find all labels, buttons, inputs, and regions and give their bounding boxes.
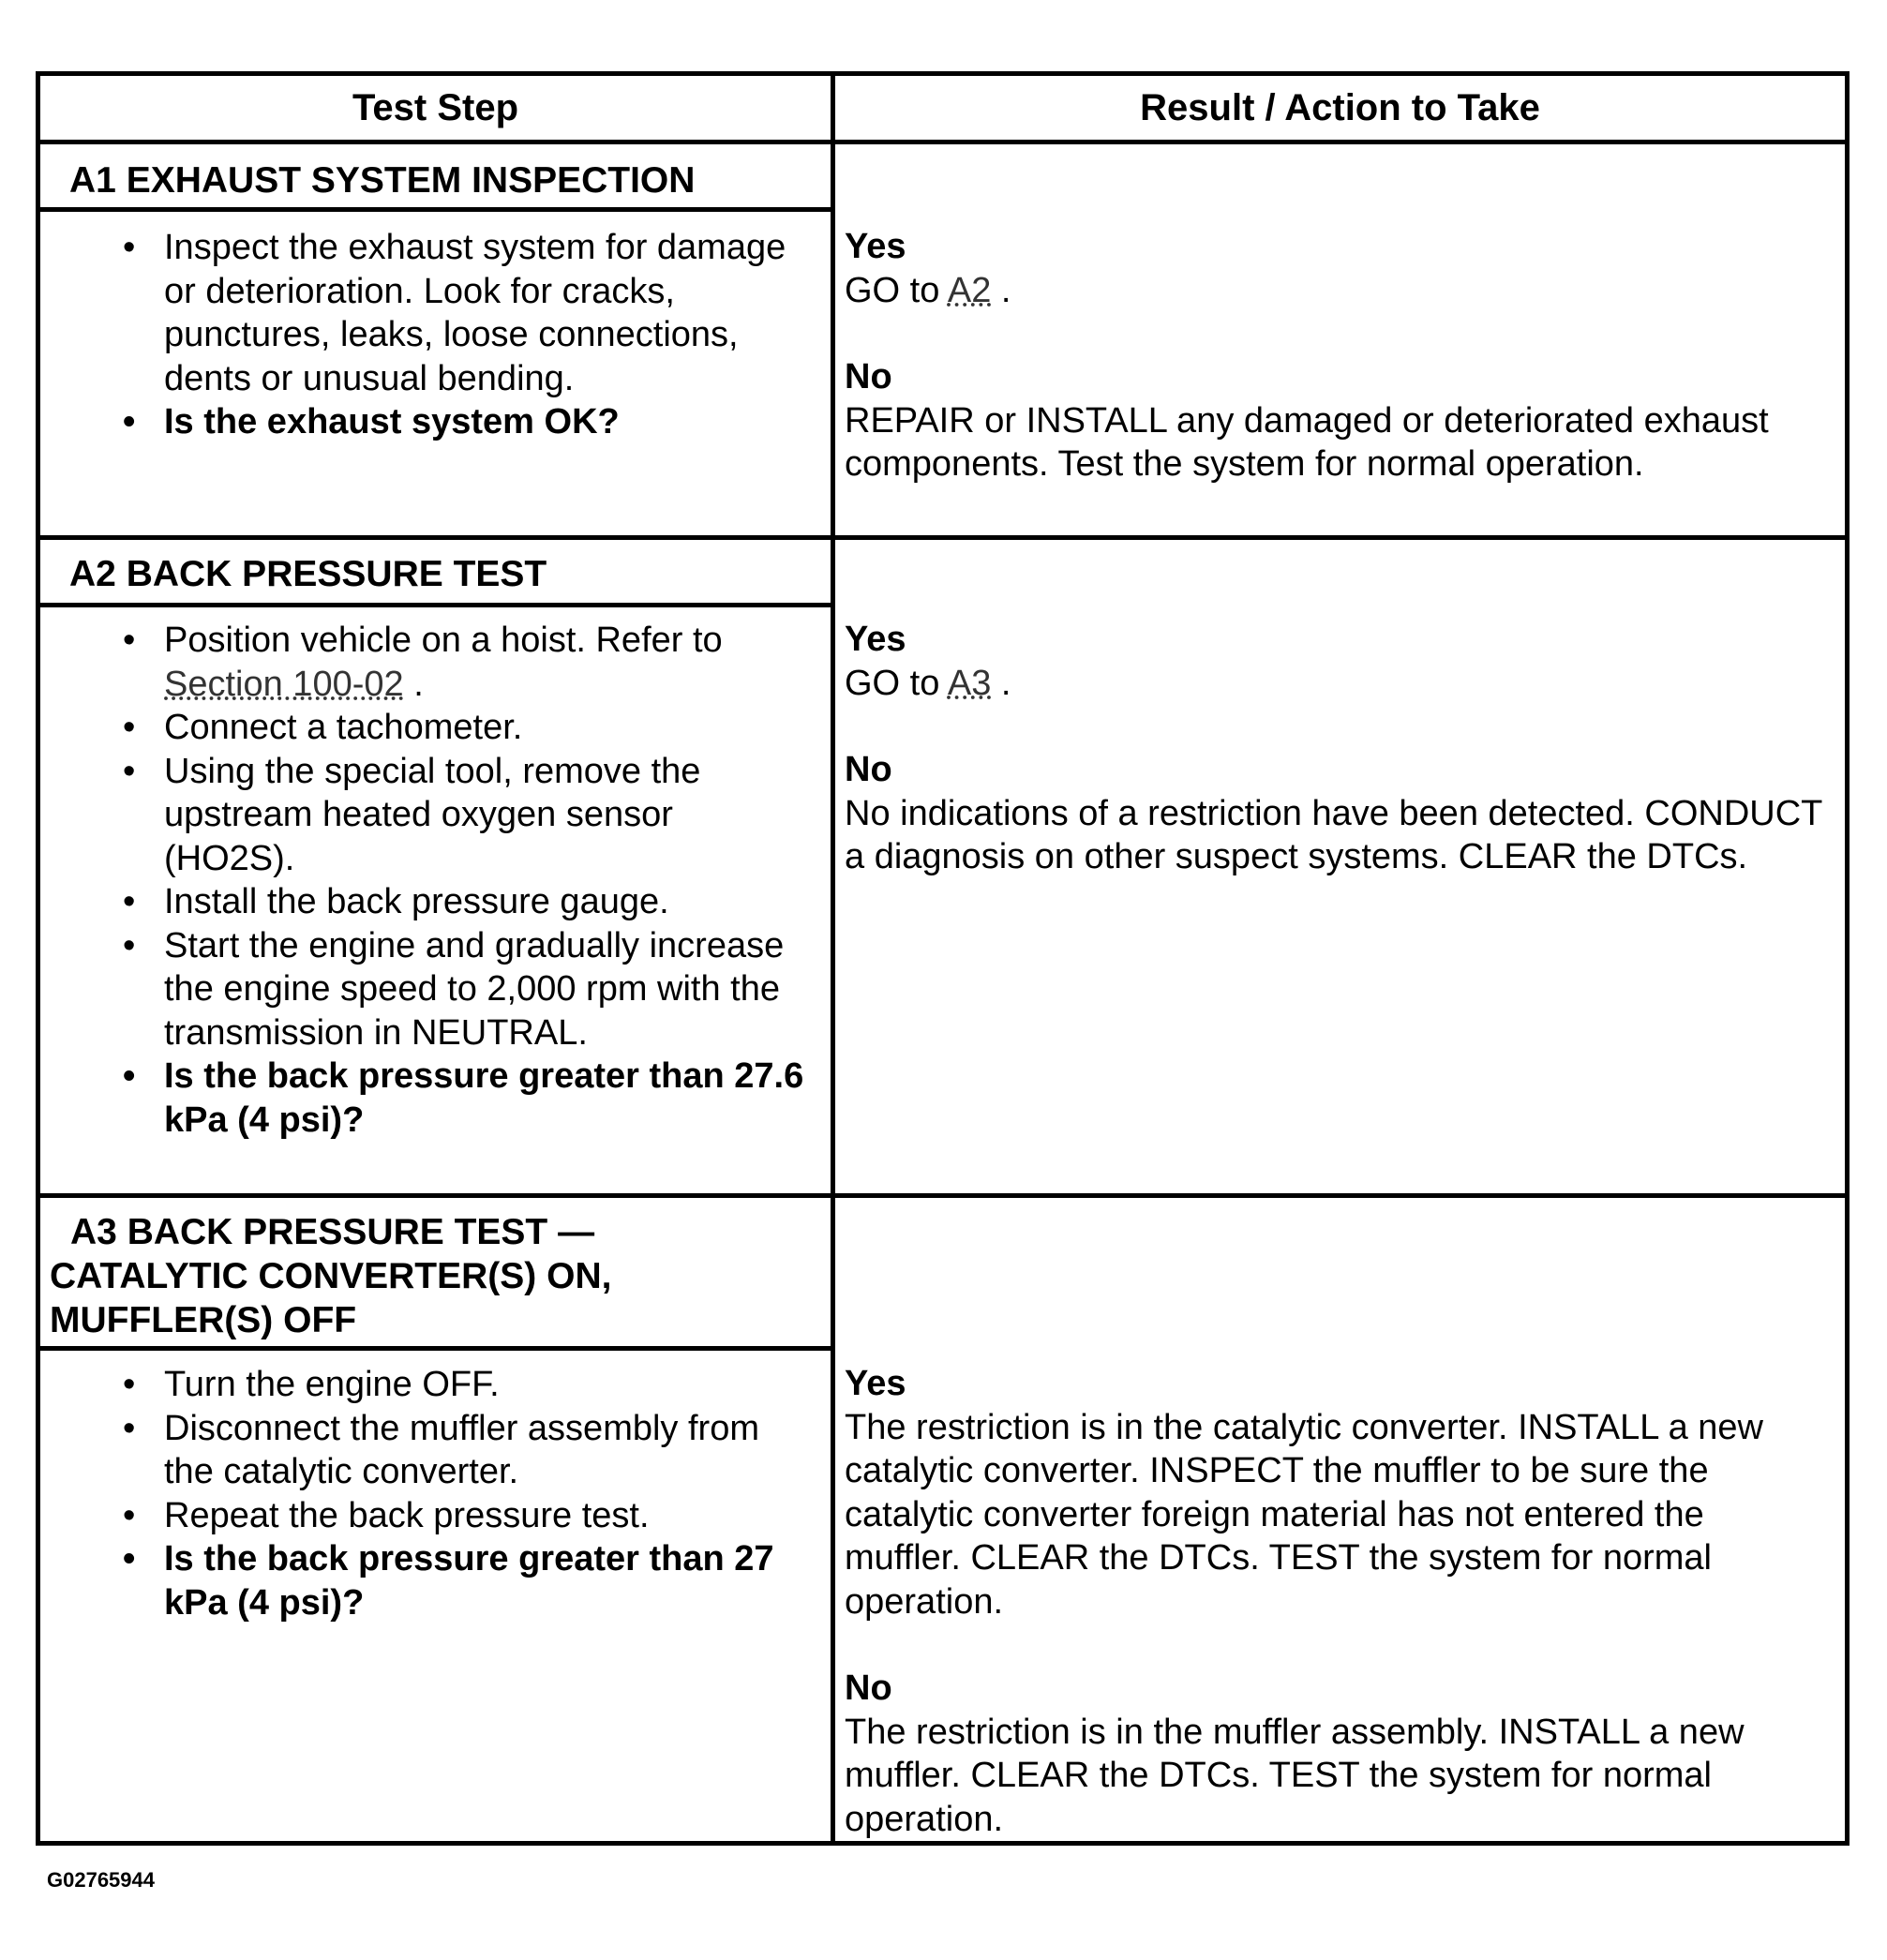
step-question: • Is the back pressure greater than 27 kPa (4 psi)?: [40, 1537, 826, 1624]
step-bullet: • Turn the engine OFF.: [40, 1363, 826, 1407]
step-title-a1: A1 EXHAUST SYSTEM INSPECTION: [69, 160, 696, 201]
link-section-100-02[interactable]: Section 100-02: [164, 664, 404, 704]
a2-title-divider: [40, 603, 831, 607]
yes-action: The restriction is in the catalytic converter. INSTALL a new catalytic converter. INSPECT the muffler to be sure the catalytic converter foreign material has not entered the muffler. CLEAR the DTCs. TEST the system for normal operation.: [845, 1407, 1763, 1622]
yes-label: Yes: [845, 620, 906, 659]
header-result-action: Result / Action to Take: [1140, 86, 1540, 128]
row-divider-a1-a2: [40, 535, 1845, 540]
step-body-a2: [40, 619, 826, 1142]
step-bullet-text: Position vehicle on a hoist. Refer to: [164, 621, 723, 660]
result-a1: [845, 225, 1829, 486]
step-bullet: • Repeat the back pressure test.: [40, 1494, 826, 1538]
figure-id: G02765944: [47, 1868, 155, 1892]
step-bullet: • Start the engine and gradually increase the engine speed to 2,000 rpm with the transmission in NEUTRAL.: [40, 924, 826, 1055]
step-body-a3: [40, 1363, 826, 1624]
step-bullet: • Position vehicle on a hoist. Refer to Section 100-02 .: [40, 619, 826, 706]
yes-action: GO to A2 .: [845, 270, 1011, 310]
diagnostic-table: [36, 71, 1850, 1846]
yes-label: Yes: [845, 227, 906, 266]
step-question: • Is the exhaust system OK?: [40, 400, 826, 444]
result-a3: [845, 1362, 1829, 1841]
yes-action: GO to A3 .: [845, 663, 1011, 703]
a3-title-divider: [40, 1346, 831, 1351]
step-bullet: • Inspect the exhaust system for damage or deterioration. Look for cracks, punctures, leaks, loose connections, dents or unusual bending.: [40, 226, 826, 400]
link-a3[interactable]: A3: [947, 663, 992, 703]
result-a2: [845, 618, 1829, 879]
step-bullet: • Connect a tachometer.: [40, 706, 826, 750]
yes-action-text: GO to: [845, 270, 940, 310]
yes-action-text: GO to: [845, 663, 940, 703]
step-bullet: • Using the special tool, remove the upstream heated oxygen sensor (HO2S).: [40, 750, 826, 881]
no-action: REPAIR or INSTALL any damaged or deteriorated exhaust components. Test the system for normal operation.: [845, 400, 1769, 484]
step-bullet: • Install the back pressure gauge.: [40, 880, 826, 924]
yes-label: Yes: [845, 1364, 906, 1403]
step-bullet: • Disconnect the muffler assembly from the catalytic converter.: [40, 1407, 826, 1494]
a1-title-divider: [40, 207, 831, 212]
no-label: No: [845, 1668, 892, 1708]
header-divider: [40, 140, 1845, 144]
column-divider: [831, 76, 835, 1841]
step-body-a1: [40, 226, 826, 444]
step-title-a3: A3 BACK PRESSURE TEST — CATALYTIC CONVERTER(S) ON, MUFFLER(S) OFF: [50, 1212, 612, 1340]
link-a2[interactable]: A2: [947, 270, 992, 310]
no-action: The restriction is in the muffler assembly. INSTALL a new muffler. CLEAR the DTCs. TEST the system for normal operation.: [845, 1712, 1745, 1839]
row-divider-a2-a3: [40, 1193, 1845, 1198]
no-label: No: [845, 357, 892, 396]
step-question: • Is the back pressure greater than 27.6 kPa (4 psi)?: [40, 1055, 826, 1142]
no-action: No indications of a restriction have been detected. CONDUCT a diagnosis on other suspect systems. CLEAR the DTCs.: [845, 793, 1822, 876]
no-label: No: [845, 750, 892, 789]
header-test-step: Test Step: [352, 86, 519, 128]
step-title-a2: A2 BACK PRESSURE TEST: [69, 554, 547, 594]
